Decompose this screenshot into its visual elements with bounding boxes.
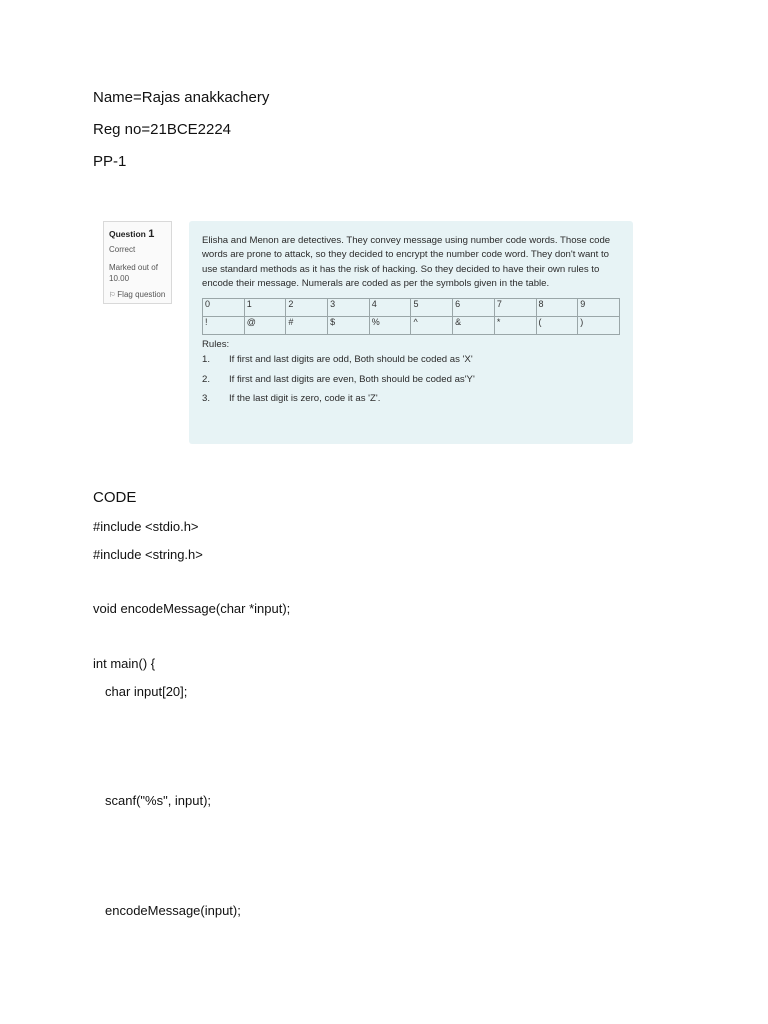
code-line-include-string: #include <string.h>	[93, 547, 203, 562]
rules-label: Rules:	[202, 339, 230, 351]
flag-icon: ⚐	[109, 292, 116, 299]
rule-number: 1.	[202, 354, 211, 366]
question-title	[109, 228, 166, 240]
flag-question-link[interactable]	[109, 290, 166, 299]
digit-cell: 0	[203, 299, 245, 317]
rule-text: If first and last digits are even, Both should be coded as'Y'	[229, 373, 475, 385]
registration-number: Reg no=21BCE2224	[93, 121, 232, 138]
code-line-include-stdio: #include <stdio.h>	[93, 519, 199, 534]
student-name: Name=Rajas anakkachery	[93, 89, 270, 106]
flag-question-label: Flag question	[117, 290, 166, 299]
rule-item	[202, 393, 620, 413]
practice-problem-label: PP-1	[93, 153, 127, 170]
digit-cell: 9	[578, 299, 620, 317]
digit-cell: 7	[494, 299, 536, 317]
digit-row	[203, 299, 620, 317]
symbol-cell: (	[536, 317, 578, 335]
question-info-panel	[103, 221, 172, 304]
symbol-code-table	[202, 298, 620, 335]
rule-text: If the last digit is zero, code it as 'Z'.	[229, 393, 381, 405]
symbol-cell: *	[494, 317, 536, 335]
question-number: 1	[148, 228, 155, 240]
question-description: Elisha and Menon are detectives. They convey message using number code words. Those code words are prone to attack, so they decided to encrypt the number code word. They don't want to use standard methods as it has the risk of hacking. So they decided to have their own rules to encode their message. Numerals are coded as per the symbols given in the table.	[202, 235, 611, 289]
digit-cell: 2	[286, 299, 328, 317]
code-heading: CODE	[93, 489, 137, 506]
symbol-cell: #	[286, 317, 328, 335]
digit-cell: 4	[369, 299, 411, 317]
code-line-function-prototype: void encodeMessage(char *input);	[93, 601, 291, 616]
digit-cell: 8	[536, 299, 578, 317]
symbol-cell: &	[453, 317, 495, 335]
code-line-encode-call: encodeMessage(input);	[105, 903, 241, 918]
symbol-cell: )	[578, 317, 620, 335]
question-label: Question	[109, 229, 146, 239]
rule-number: 3.	[202, 393, 211, 405]
symbol-cell: $	[328, 317, 370, 335]
symbol-cell: %	[369, 317, 411, 335]
digit-cell: 6	[453, 299, 495, 317]
code-line-scanf: scanf("%s", input);	[105, 793, 212, 808]
rule-item	[202, 354, 620, 374]
question-marks: Marked out of 10.00	[109, 263, 158, 283]
digit-cell: 1	[244, 299, 286, 317]
code-line-main-signature: int main() {	[93, 656, 156, 671]
question-status: Correct	[109, 245, 136, 254]
question-content-panel	[189, 221, 633, 444]
code-line-input-declaration: char input[20];	[105, 684, 188, 699]
rule-item	[202, 374, 620, 394]
symbol-cell: ^	[411, 317, 453, 335]
digit-cell: 5	[411, 299, 453, 317]
symbol-cell: @	[244, 317, 286, 335]
symbol-row	[203, 317, 620, 335]
rule-text: If first and last digits are odd, Both should be coded as 'X'	[229, 354, 473, 366]
symbol-cell: !	[203, 317, 245, 335]
digit-cell: 3	[328, 299, 370, 317]
rule-number: 2.	[202, 373, 211, 385]
